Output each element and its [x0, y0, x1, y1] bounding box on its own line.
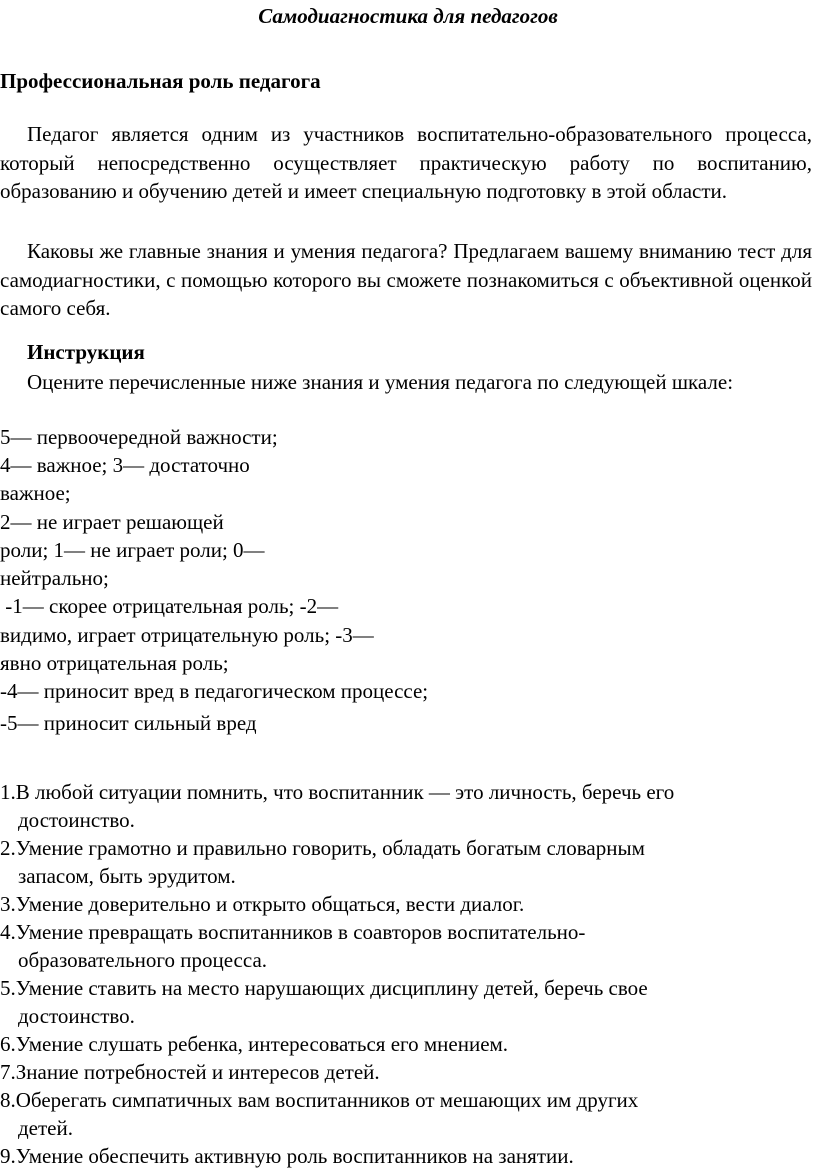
intro-paragraph-text: Педагог является одним из участников воспитательно-образовательного процесса, который непосредственно осуществляет практическую работу по воспитанию, образованию и обучению детей и имеет специальную подготовку в этой области. [0, 122, 812, 203]
list-item-text: 4.Умение превращать воспитанников в соавторов воспитательно- [0, 920, 586, 944]
scale-line: 2— не играет решающей [0, 510, 224, 534]
list-item [0, 890, 816, 918]
list-item [0, 974, 816, 1030]
instruction-heading: Инструкция [27, 340, 145, 364]
list-item [0, 1086, 816, 1142]
list-item [0, 918, 816, 974]
list-item [0, 1058, 816, 1086]
scale-line: роли; 1— не играет роли; 0— [0, 538, 265, 562]
section-heading: Профессиональная роль педагога [0, 69, 321, 93]
list-item-continuation: достоинство. [18, 1004, 135, 1028]
list-item-continuation: запасом, быть эрудитом. [18, 864, 236, 888]
list-item-text: 5.Умение ставить на место нарушающих дисциплину детей, беречь свое [0, 976, 648, 1000]
document-title: Самодиагностика для педагогов [258, 4, 558, 28]
scale-line: -5— приносит сильный вред [0, 711, 257, 735]
criteria-list [0, 778, 816, 1170]
test-intro-paragraph [0, 237, 812, 323]
scale-line: нейтрально; [0, 566, 109, 590]
list-item-continuation: образовательного процесса. [18, 948, 268, 972]
instruction-paragraph [0, 368, 812, 397]
scale-line: важное; [0, 481, 71, 505]
list-item [0, 1142, 816, 1170]
scale-line: -4— приносит вред в педагогическом процессе; [0, 679, 429, 703]
list-item [0, 1030, 816, 1058]
intro-paragraph [0, 120, 812, 206]
list-item-continuation: достоинство. [18, 808, 135, 832]
test-intro-paragraph-text: Каковы же главные знания и умения педагога? Предлагаем вашему вниманию тест для самодиагностики, с помощью которого вы сможете познакомиться с объективной оценкой самого себя. [0, 239, 812, 320]
scale-line: -1— скорее отрицательная роль; -2— [0, 594, 339, 618]
list-item-text: 2.Умение грамотно и правильно говорить, обладать богатым словарным [0, 836, 645, 860]
scale-line: явно отрицательная роль; [0, 651, 229, 675]
list-item-continuation: детей. [18, 1116, 73, 1140]
list-item-text: 8.Оберегать симпатичных вам воспитанников от мешающих им других [0, 1088, 639, 1112]
scale-line: 5— первоочередной важности; [0, 425, 278, 449]
list-item-text: 3.Умение доверительно и открыто общаться, вести диалог. [0, 892, 525, 916]
scale-line: видимо, играет отрицательную роль; -3— [0, 623, 374, 647]
list-item [0, 778, 816, 834]
instruction-paragraph-text: Оцените перечисленные ниже знания и умения педагога по следующей шкале: [27, 370, 734, 394]
list-item-text: 7.Знание потребностей и интересов детей. [0, 1060, 380, 1084]
list-item-text: 1.В любой ситуации помнить, что воспитанник — это личность, беречь его [0, 780, 675, 804]
scale-line: 4— важное; 3— достаточно [0, 453, 250, 477]
list-item-text: 9.Умение обеспечить активную роль воспитанников на занятии. [0, 1144, 574, 1168]
list-item [0, 834, 816, 890]
list-item-text: 6.Умение слушать ребенка, интересоваться его мнением. [0, 1032, 509, 1056]
